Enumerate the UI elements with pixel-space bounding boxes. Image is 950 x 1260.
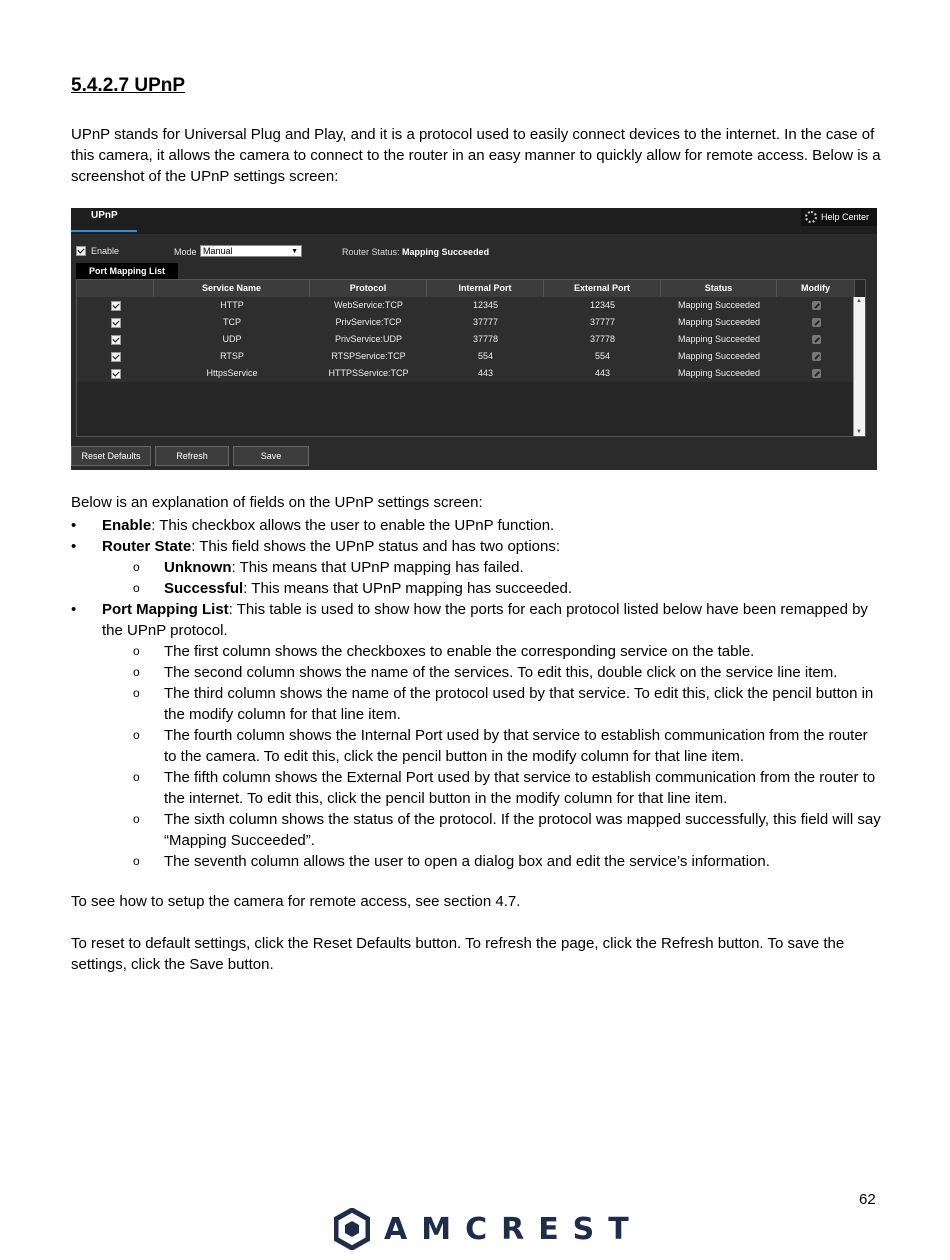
row-checkbox[interactable] (111, 369, 121, 379)
cell-status: Mapping Succeeded (677, 317, 761, 327)
cell-external-port: 37778 (589, 334, 616, 344)
table-row[interactable] (77, 348, 855, 365)
mode-select-value: Manual (203, 246, 233, 256)
cell-internal-port: 443 (477, 368, 494, 378)
row-checkbox[interactable] (111, 318, 121, 328)
cell-protocol: PrivService:TCP (335, 317, 402, 327)
pencil-icon[interactable] (812, 301, 821, 310)
help-center-label: Help Center (821, 212, 870, 222)
cell-status: Mapping Succeeded (677, 368, 761, 378)
mode-label: Mode (174, 247, 197, 257)
cell-external-port: 37777 (589, 317, 616, 327)
remote-access-note: To see how to setup the camera for remote access, see section 4.7. (71, 893, 521, 910)
term: Enable (102, 517, 152, 534)
cell-protocol: HTTPSService:TCP (328, 368, 409, 378)
action-buttons (71, 446, 309, 466)
table-row[interactable] (77, 365, 855, 382)
brand-wordmark: AMCREST (384, 1211, 643, 1247)
sub-list-item: o The third column shows the name of the protocol used by that service. To edit this, click the pencil button in the modify column for that line item. (133, 685, 874, 723)
term: Successful (164, 580, 244, 597)
settings-row (76, 246, 866, 260)
enable-label: Enable (91, 246, 120, 256)
cell-status: Mapping Succeeded (677, 300, 761, 310)
refresh-button[interactable]: Refresh (155, 446, 229, 466)
cell-service[interactable]: TCP (223, 317, 241, 327)
cell-service[interactable]: UDP (222, 334, 242, 344)
pencil-icon[interactable] (812, 318, 821, 327)
router-status-value: Mapping Succeeded (402, 247, 490, 257)
cell-internal-port: 12345 (472, 300, 499, 310)
ui-header (71, 208, 877, 234)
explanation-lead: Below is an explanation of fields on the UPnP settings screen: (71, 494, 483, 511)
table-row[interactable] (77, 297, 855, 314)
sub-list-item: o The first column shows the checkboxes to enable the corresponding service on the table. (133, 643, 755, 660)
list-item: • Port Mapping List: This table is used to show how the ports for each protocol listed below have been remapped by the UPnP protocol. (71, 601, 868, 639)
column-header-modify: Modify (777, 280, 855, 297)
port-mapping-table (76, 279, 866, 437)
mode-select[interactable] (200, 245, 302, 257)
sub-list-item: o The sixth column shows the status of the protocol. If the protocol was mapped successfully, this field will say “Mapping Succeeded”. (133, 811, 881, 849)
tab-port-mapping-list[interactable]: Port Mapping List (76, 263, 178, 279)
chevron-down-icon: ▼ (291, 248, 298, 255)
row-checkbox[interactable] (111, 335, 121, 345)
pencil-icon[interactable] (812, 352, 821, 361)
upnp-settings-screenshot (71, 208, 877, 470)
sub-list-item: o Unknown: This means that UPnP mapping has failed. (133, 559, 524, 576)
help-center-icon (805, 211, 817, 223)
section-title: 5.4.2.7 UPnP (71, 75, 186, 96)
cell-status: Mapping Succeeded (677, 334, 761, 344)
save-button[interactable]: Save (233, 446, 309, 466)
column-header-service-name[interactable]: Service Name (154, 280, 310, 297)
cell-internal-port: 37778 (472, 334, 499, 344)
reset-note: To reset to default settings, click the Reset Defaults button. To refresh the page, click the Refresh button. To save the settings, click the Save button. (71, 935, 845, 973)
term: Unknown (164, 559, 232, 576)
pencil-icon[interactable] (812, 369, 821, 378)
scroll-down-icon[interactable]: ▼ (856, 429, 862, 435)
sub-list-item: o The seventh column allows the user to open a dialog box and edit the service’s information. (133, 853, 770, 870)
term: Port Mapping List (102, 601, 229, 618)
enable-checkbox[interactable] (76, 246, 86, 256)
brand-logo (334, 1208, 643, 1250)
column-header-select (77, 280, 154, 297)
column-header-external-port[interactable]: External Port (544, 280, 661, 297)
cell-external-port: 443 (594, 368, 611, 378)
tab-upnp[interactable]: UPnP (71, 208, 137, 232)
reset-defaults-button[interactable]: Reset Defaults (71, 446, 151, 466)
row-checkbox[interactable] (111, 352, 121, 362)
cell-external-port: 12345 (589, 300, 616, 310)
list-item: • Enable: This checkbox allows the user to enable the UPnP function. (71, 517, 555, 534)
help-center-button[interactable] (801, 208, 877, 226)
table-scrollbar[interactable] (853, 297, 865, 436)
column-header-protocol[interactable]: Protocol (310, 280, 427, 297)
cell-service[interactable]: HttpsService (206, 368, 258, 378)
scroll-up-icon[interactable]: ▲ (856, 298, 862, 304)
cell-internal-port: 554 (477, 351, 494, 361)
cell-service[interactable]: RTSP (220, 351, 244, 361)
cell-internal-port: 37777 (472, 317, 499, 327)
table-header (77, 280, 855, 297)
column-header-status[interactable]: Status (661, 280, 777, 297)
cell-protocol: WebService:TCP (334, 300, 403, 310)
column-header-internal-port[interactable]: Internal Port (427, 280, 544, 297)
sub-list-item: o The fourth column shows the Internal Port used by that service to establish communication from the router to the camera. To edit this, click the pencil button in the modify column for that line item. (133, 727, 868, 765)
explanation-list (71, 515, 881, 872)
amcrest-logo-icon (334, 1208, 370, 1250)
cell-external-port: 554 (594, 351, 611, 361)
sub-list-item: o The fifth column shows the External Port used by that service to establish communication from the router to the internet. To edit this, click the pencil button in the modify column for that line item. (133, 769, 876, 807)
page-number: 62 (859, 1191, 876, 1208)
term: Router State (102, 538, 192, 555)
cell-service[interactable]: HTTP (220, 300, 244, 310)
router-status-label: Router Status: (342, 247, 400, 257)
enable-group (76, 246, 119, 256)
sub-list-item: o Successful: This means that UPnP mapping has succeeded. (133, 580, 573, 597)
cell-protocol: RTSPService:TCP (331, 351, 406, 361)
list-item: • Router State: This field shows the UPnP status and has two options: (71, 538, 561, 555)
router-status (342, 247, 489, 257)
row-checkbox[interactable] (111, 301, 121, 311)
sub-list-item: o The second column shows the name of the services. To edit this, double click on the service line item. (133, 664, 838, 681)
intro-paragraph: UPnP stands for Universal Plug and Play, and it is a protocol used to easily connect devices to the internet. In the case of this camera, it allows the camera to connect to the router in an easy manner to quickly allow for remote access. Below is a screenshot of the UPnP settings screen: (71, 126, 881, 185)
table-row[interactable] (77, 314, 855, 331)
cell-protocol: PrivService:UDP (334, 334, 402, 344)
pencil-icon[interactable] (812, 335, 821, 344)
cell-status: Mapping Succeeded (677, 351, 761, 361)
table-row[interactable] (77, 331, 855, 348)
